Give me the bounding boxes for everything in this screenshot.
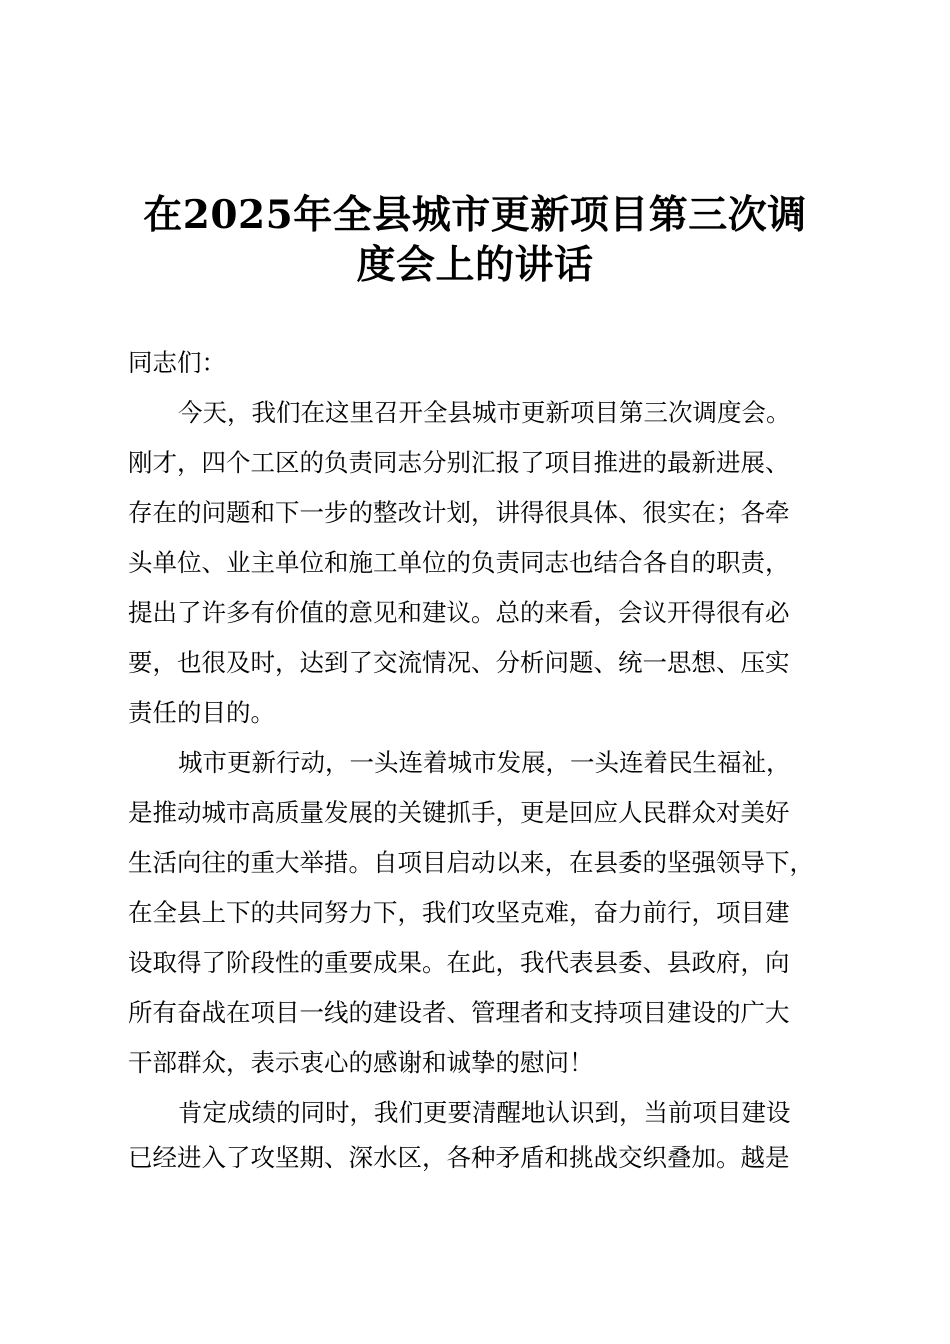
paragraph-line: 城市更新行动，一头连着城市发展，一头连着民生福祉， <box>178 748 791 777</box>
paragraph-line: 设取得了阶段性的重要成果。在此，我代表县委、县政府，向 <box>128 948 790 977</box>
paragraph-line: 是推动城市高质量发展的关键抓手，更是回应人民群众对美好 <box>128 798 790 827</box>
document-body <box>128 338 848 1183</box>
paragraph-line: 肯定成绩的同时，我们更要清醒地认识到，当前项目建设 <box>178 1098 791 1127</box>
paragraph-line: 所有奋战在项目一线的建设者、管理者和支持项目建设的广大 <box>128 998 790 1027</box>
paragraph-line: 责任的目的。 <box>128 698 275 727</box>
paragraph-line: 提出了许多有价值的意见和建议。总的来看，会议开得很有必 <box>128 598 790 627</box>
paragraph-2 <box>128 738 848 1088</box>
paragraph-line: 存在的问题和下一步的整改计划，讲得很具体、很实在；各牵 <box>128 498 790 527</box>
paragraph-line: 干部群众，表示衷心的感谢和诚挚的慰问！ <box>128 1048 594 1077</box>
document-title-line-1: 在2025年全县城市更新项目第三次调 <box>143 192 807 238</box>
paragraph-3 <box>128 1088 848 1183</box>
paragraph-line: 要，也很及时，达到了交流情况、分析问题、统一思想、压实 <box>128 648 790 677</box>
salutation: 同志们： <box>128 348 226 377</box>
paragraph-line: 已经进入了攻坚期、深水区，各种矛盾和挑战交织叠加。越是 <box>128 1143 790 1172</box>
paragraph-line: 今天，我们在这里召开全县城市更新项目第三次调度会。 <box>178 398 791 427</box>
paragraph-line: 刚才，四个工区的负责同志分别汇报了项目推进的最新进展、 <box>128 448 790 477</box>
document-title-line-2: 度会上的讲话 <box>356 242 594 288</box>
paragraph-line: 在全县上下的共同努力下，我们攻坚克难，奋力前行，项目建 <box>128 898 790 927</box>
paragraph-1 <box>128 388 848 738</box>
paragraph-line: 生活向往的重大举措。自项目启动以来，在县委的坚强领导下， <box>128 848 814 877</box>
paragraph-line: 头单位、业主单位和施工单位的负责同志也结合各自的职责， <box>128 548 790 577</box>
